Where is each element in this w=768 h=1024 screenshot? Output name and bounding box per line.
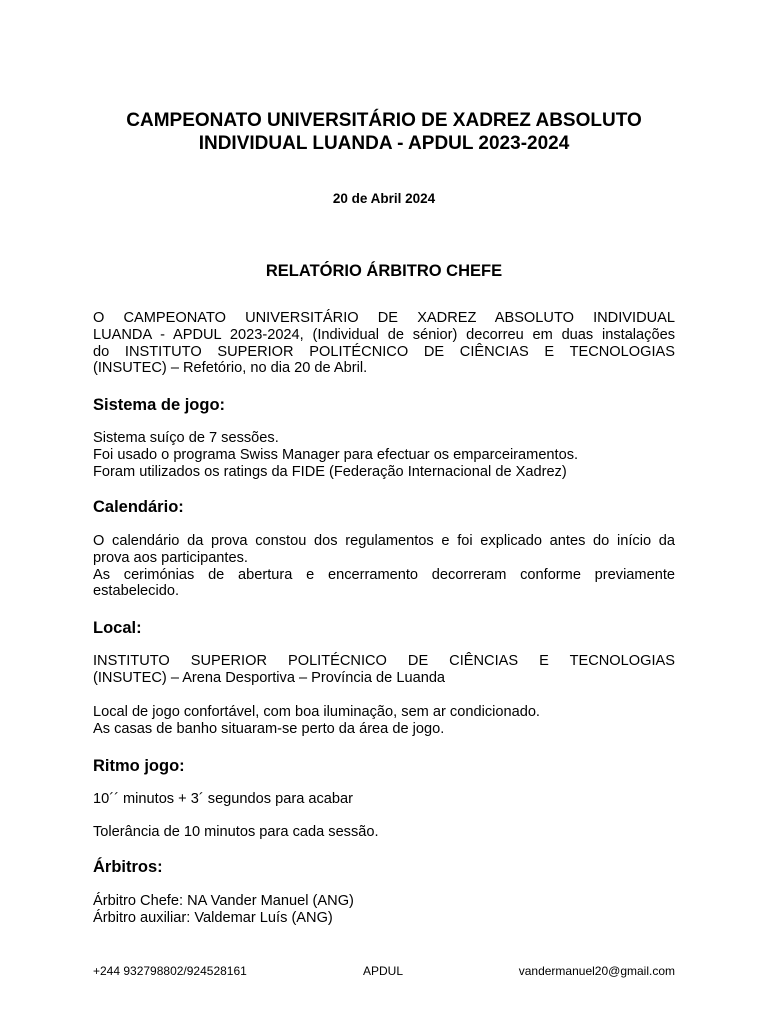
tolerance-text: Tolerância de 10 minutos para cada sessão. (93, 824, 379, 840)
intro-line: O CAMPEONATO UNIVERSITÁRIO DE XADREZ ABSOLUTO INDIVIDUAL (93, 310, 675, 326)
sistema-paragraph (93, 430, 675, 480)
calendario-line: O calendário da prova constou dos regulamentos e foi explicado antes do início da (93, 533, 675, 549)
arbitro-line: Árbitro auxiliar: Valdemar Luís (ANG) (93, 909, 333, 926)
heading-calendario: Calendário: (93, 498, 184, 516)
footer-phone: +244 932798802/924528161 (93, 964, 247, 978)
footer-org: APDUL (363, 964, 404, 978)
heading-arbitros: Árbitros: (93, 858, 163, 876)
document-title (60, 109, 708, 155)
arbitro-line: Árbitro Chefe: NA Vander Manuel (ANG) (93, 893, 354, 909)
title-line-1: CAMPEONATO UNIVERSITÁRIO DE XADREZ ABSOLUTO (126, 110, 642, 131)
intro-line: LUANDA - APDUL 2023-2024, (Individual de sénior) decorreu em duas instalações (93, 326, 675, 343)
local-address (93, 653, 675, 687)
calendario-line: estabelecido. (93, 583, 180, 600)
calendario-line: prova aos participantes. (93, 549, 248, 566)
time-control-text: 10´´ minutos + 3´ segundos para acabar (93, 791, 354, 807)
local-address-line: INSTITUTO SUPERIOR POLITÉCNICO DE CIÊNCIAS E TECNOLOGIAS (93, 653, 675, 669)
sistema-line: Sistema suíço de 7 sessões. (93, 430, 279, 446)
local-note-line: Local de jogo confortável, com boa iluminação, sem ar condicionado. (93, 704, 540, 720)
calendario-paragraph (93, 533, 675, 600)
heading-ritmo: Ritmo jogo: (93, 757, 185, 775)
arbitros-paragraph (93, 893, 675, 927)
sistema-line: Foram utilizados os ratings da FIDE (Federação Internacional de Xadrez) (93, 463, 567, 480)
ritmo-time-control (93, 791, 675, 808)
local-address-line: (INSUTEC) – Arena Desportiva – Província de Luanda (93, 669, 446, 686)
local-note-line: As casas de banho situaram-se perto da área de jogo. (93, 720, 445, 737)
page-footer (93, 963, 675, 979)
report-title: RELATÓRIO ÁRBITRO CHEFE (265, 262, 503, 280)
intro-line: (INSUTEC) – Refetório, no dia 20 de Abril. (93, 360, 368, 377)
heading-local: Local: (93, 619, 142, 637)
intro-paragraph (93, 310, 675, 377)
intro-line: do INSTITUTO SUPERIOR POLITÉCNICO DE CIÊNCIAS E TECNOLOGIAS (93, 343, 675, 360)
footer-email: vandermanuel20@gmail.com (518, 964, 675, 978)
local-notes (93, 704, 675, 738)
document-date: 20 de Abril 2024 (332, 191, 436, 206)
sistema-line: Foi usado o programa Swiss Manager para efectuar os emparceiramentos. (93, 446, 579, 463)
heading-sistema: Sistema de jogo: (93, 396, 226, 414)
ritmo-tolerance (93, 824, 675, 841)
title-line-2: INDIVIDUAL LUANDA - APDUL 2023-2024 (198, 133, 570, 154)
calendario-line: As cerimónias de abertura e encerramento decorreram conforme previamente (93, 566, 675, 583)
